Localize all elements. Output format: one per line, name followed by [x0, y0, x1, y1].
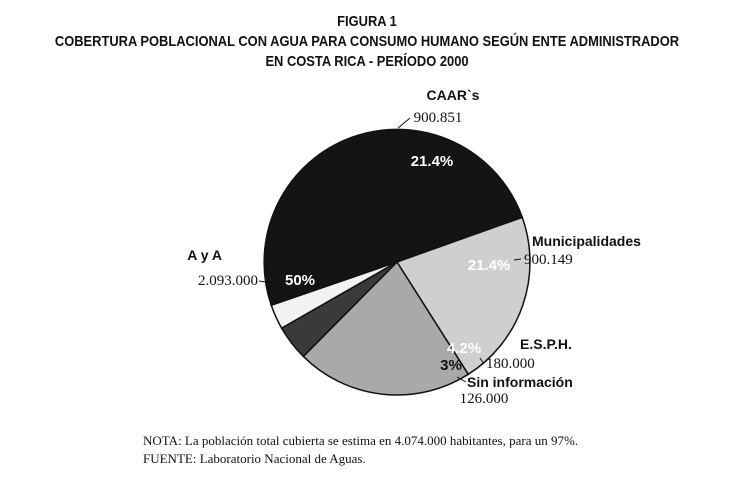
value-label-municipalidades: 900.149	[524, 252, 573, 268]
category-label-a-y-a: A y A	[187, 247, 222, 263]
value-label-caar-s: 900.851	[413, 110, 463, 126]
notes	[143, 432, 578, 468]
percent-label-a-y-a: 50%	[284, 272, 316, 289]
chart-title-line-1: COBERTURA POBLACIONAL CON AGUA PARA CONSUMO HUMANO SEGÚN ENTE ADMINISTRADOR	[54, 33, 680, 50]
percent-label-sin-informacion: 3%	[440, 357, 462, 374]
source-text: FUENTE: Laboratorio Nacional de Aguas.	[143, 451, 366, 466]
figure-label: FIGURA 1	[337, 13, 397, 30]
category-label-caar-s: CAAR`s	[426, 87, 480, 103]
chart-title-line-2: EN COSTA RICA - PERÍODO 2000	[265, 53, 469, 70]
note-text: NOTA: La población total cubierta se estima en 4.074.000 habitantes, para un 97%.	[143, 433, 579, 448]
percent-label-caar-s: 21.4%	[410, 153, 454, 170]
category-label-municipalidades: Municipalidades	[532, 233, 641, 249]
category-label-sin-informacion: Sin información	[467, 374, 573, 390]
value-label-sin-informacion: 126.000	[459, 391, 509, 407]
leader-line-caar-s	[398, 118, 410, 128]
value-label-e-s-p-h: 180.000	[486, 356, 535, 372]
percent-label-municipalidades: 21.4%	[467, 257, 511, 274]
percent-label-e-s-p-h: 4.2%	[446, 340, 482, 357]
value-label-a-y-a: 2.093.000	[198, 273, 258, 289]
category-label-e-s-p-h: E.S.P.H.	[520, 336, 572, 352]
